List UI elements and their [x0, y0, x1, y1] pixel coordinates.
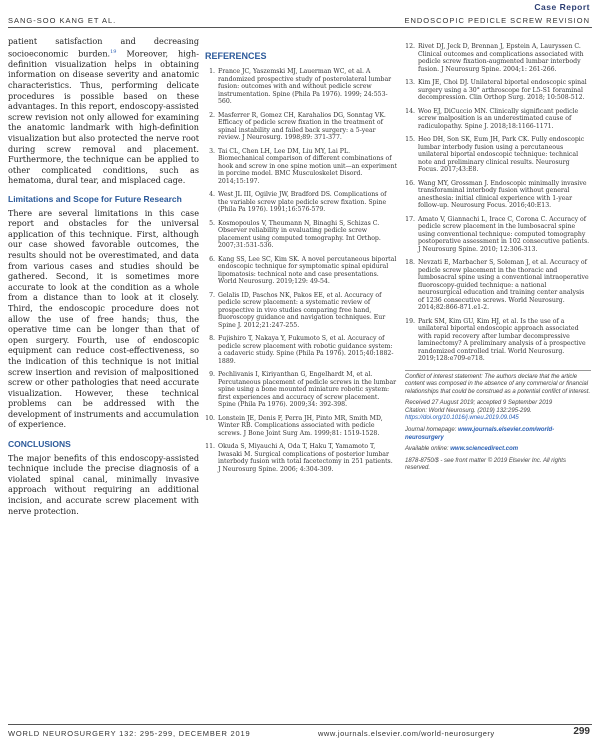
- limitations-paragraph: There are several limitations in this case report and obstacles for the universal application of this technique. First, although our case showed favorable outcomes, the results should not be overestimated, and data from various cases and studies should be gathered. Second, it is sometimes more accurate to look at the condition as a whole from a distance than to look at it closely. Third, the endoscopic procedure does not allow the use of free hands; thus, the operative time can be longer than that of open surgery. Fourth, use of endoscopic equipment can reduce cost-effectiveness, so the indication of this technique is not initial screw insertion and revision of malpositioned screw or other pathologies that need accurate visualization. However, these technical problems can be addressed with the development of instruments and accumulation of experience.: [8, 207, 199, 430]
- reference-number: 13.: [405, 79, 415, 86]
- reference-item: [405, 108, 591, 131]
- journal-homepage-link[interactable]: www.journals.elsevier.com/world-neurosurgery: [405, 427, 555, 441]
- reference-item: [405, 259, 591, 312]
- reference-number: 9.: [209, 371, 215, 378]
- reference-item: [405, 43, 591, 73]
- available-online: [405, 446, 591, 454]
- copyright-notice: 1878-8750/$ - see front matter © 2019 Elsevier Inc. All rights reserved.: [405, 457, 566, 472]
- discussion-paragraph: [8, 36, 199, 186]
- references-heading: REFERENCES: [205, 51, 267, 61]
- reference-text: Wang MY, Grossman J. Endoscopic minimally invasive transforaminal interbody fusion without general anesthesia: initial clinical experience with 1-year follow-up. Neurosurg Focus. 2016;40:E13.: [418, 179, 587, 209]
- reference-item: [405, 318, 591, 363]
- reference-item: [205, 292, 397, 330]
- reference-item: [405, 79, 591, 102]
- reference-item: [205, 220, 397, 250]
- reference-text: Amato V, Giannachi L, Irace C, Corona C. Accuracy of pedicle screw placement in the lumbosacral spine using conventional technique: computed tomography postoperative assessment in 102 consecutive patients. J Neurosurg Spine. 2010; 12:306-313.: [418, 215, 590, 253]
- conclusions-heading: CONCLUSIONS: [8, 439, 71, 450]
- reference-item: [405, 216, 591, 254]
- article-notes: [405, 370, 591, 474]
- references-column-2: [405, 43, 591, 473]
- reference-number: 11.: [205, 443, 215, 450]
- reference-text: Lonstein JE, Denis F, Perra JH, Pinto MR, Smith MD, Winter RB. Complications associated with pedicle screws. J Bone Joint Surg Am. 1999;81: 1519-1528.: [218, 414, 383, 437]
- reference-text: Heo DH, Son SK, Eum JH, Park CK. Fully endoscopic lumbar interbody fusion using a percutaneous unilateral biportal endoscopic technique: technical note and preliminary clinical results. Neurosurg Focus. 2017;43:E8.: [418, 136, 585, 173]
- doi-link[interactable]: https://doi.org/10.1016/j.wneu.2019.09.045: [405, 415, 519, 422]
- body-column: [8, 36, 199, 516]
- reference-text: Rivet DJ, Jeck D, Brennan J, Epstein A, Lauryssen C. Clinical outcomes and complications associated with pedicle screw fixation-augmented lumbar interbody fusion. J Neurosurg Spine. 2004;1: 261-266.: [418, 43, 584, 73]
- journal-url[interactable]: www.journals.elsevier.com/world-neurosurgery: [318, 729, 495, 738]
- reference-number: 8.: [209, 335, 215, 342]
- reference-number: 1.: [209, 68, 215, 75]
- reference-text: Nevzati E, Marbacher S, Soleman J, et al. Accuracy of pedicle screw placement in the thoracic and lumbosacral spine using a conventional intraoperative fluoroscopy-guided technique: a national neurosurgical education and training center analysis of 1236 consecutive screws. World Neurosurg. 2014;82:866-871.e1-2.: [418, 259, 589, 311]
- reference-item: [205, 256, 397, 286]
- page-header: [0, 0, 600, 30]
- reference-item: [205, 68, 397, 106]
- reference-number: 12.: [405, 43, 415, 50]
- running-head-authors: SANG-SOO KANG ET AL.: [8, 16, 117, 25]
- reference-item: [205, 112, 397, 142]
- reference-number: 16.: [405, 179, 415, 187]
- page-number: 299: [573, 726, 590, 737]
- header-rule: [8, 27, 592, 28]
- reference-number: 7.: [209, 291, 215, 299]
- reference-number: 2.: [209, 111, 215, 119]
- conclusions-paragraph: The major benefits of this endoscopy-assisted technique include the precise diagnosis of a violated spinal canal, minimally invasive approach without requiring an additional incision, and accurate screw placement with nerve protection.: [8, 452, 199, 516]
- conflict-statement: Conflict of interest statement: The authors declare that the article content was composed in the absence of any commercial or financial relationships that could be construed as a potential conflict of interest.: [405, 373, 591, 395]
- reference-text: Masferrer R, Gomez CH, Karahalios DG, Sonntag VK. Efficacy of pedicle screw fixation in the treatment of spinal instability and failed back surgery: a 5-year review. J Neurosurg. 1998;89: 371-377.: [218, 111, 386, 141]
- reference-text: Tai CL, Chen LH, Lee DM, Liu MY, Lai PL. Biomechanical comparison of different combinations of hook and screw in one spine motion unit—an experiment in porcine model. BMC Musculoskelet Disord. 2014;15:197.: [218, 147, 397, 185]
- page-footer: [0, 724, 600, 741]
- reference-item: [405, 180, 591, 210]
- journal-issue: WORLD NEUROSURGERY 132: 295-299, DECEMBER 2019: [8, 729, 251, 738]
- reference-number: 6.: [209, 255, 215, 263]
- reference-text: Park SM, Kim GU, Kim HJ, et al. Is the use of a unilateral biportal endoscopic approach associated with rapid recovery after lumbar decompressive laminectomy? A preliminary analysis of a prospective randomized controlled trial. World Neurosurg. 2019;128:e709-e718.: [418, 317, 586, 362]
- reference-number: 15.: [405, 136, 415, 143]
- available-online-label: Available online:: [405, 446, 451, 453]
- reference-text: Kosmopoulos V, Theumann N, Binaghi S, Schizas C. Observer reliability in evaluating pedicle screw placement using computed tomography. Int Orthop. 2007;31:531-536.: [218, 219, 381, 249]
- discussion-text-rest: Moreover, high-definition visualization helps in obtaining information on disease severity and anatomic characteristics. Thus, performing delicate procedures is possible based on these advantages. In this report, endoscopy-assisted screw revision not only allowed for examining the anatomic landmark with high-definition visualization but also protected the nerve root during screw removal and placement. Furthermore, the technique can be applied to other complicated conditions, such as hematoma, dural tear, and misplaced cage.: [8, 48, 199, 186]
- reference-text: Okuda S, Miyauchi A, Oda T, Haku T, Yamamoto T, Iwasaki M. Surgical complications of posterior lumbar interbody fusion with total facetectomy in 251 patients. J Neurosurg Spine. 2006; 4:304-309.: [218, 443, 393, 473]
- reference-item: [205, 371, 397, 409]
- reference-item: [405, 136, 591, 174]
- reference-number: 4.: [209, 191, 215, 198]
- reference-item: [205, 148, 397, 186]
- limitations-heading: Limitations and Scope for Future Research: [8, 194, 182, 204]
- received-dates: Received 27 August 2019; accepted 9 September 2019: [405, 400, 553, 407]
- reference-text: West JL III, Ogilvie JW, Bradford DS. Complications of the variable screw plate pedicle screw fixation. Spine (Phila Pa 1976). 1991;16:576-579.: [218, 191, 387, 213]
- journal-homepage-label: Journal homepage:: [405, 427, 459, 434]
- reference-number: 3.: [209, 147, 215, 155]
- reference-number: 14.: [405, 107, 415, 115]
- reference-text: Kim JE, Choi DJ. Unilateral biportal endoscopic spinal surgery using a 30° arthroscope for L5-S1 foraminal decompression. Clin Orthop Surg. 2018; 10:508-512.: [418, 79, 587, 101]
- reference-number: 18.: [405, 259, 415, 266]
- reference-item: [205, 335, 397, 365]
- reference-number: 5.: [209, 219, 215, 227]
- sciencedirect-link[interactable]: www.sciencedirect.com: [450, 446, 519, 453]
- running-head-title: ENDOSCOPIC PEDICLE SCREW REVISION: [404, 16, 590, 25]
- footer-rule: [8, 724, 592, 725]
- reference-text: Pechlivanis I, Kiriyanthan G, Engelhardt M, et al. Percutaneous placement of pedicle screws in the lumbar spine using a bone mounted miniature robotic system: first experiences and accuracy of screw placement. Spine (Phila Pa 1976). 2009;34: 392-398.: [218, 371, 397, 408]
- reference-number: 10.: [205, 414, 215, 422]
- reference-item: [205, 191, 397, 214]
- reference-text: Kang SS, Lee SC, Kim SK. A novel percutaneous biportal endoscopic technique for symptomatic spinal epidural lipomatosis: technical note and case presentations. World Neurosurg. 2019;129: 49-54.: [218, 255, 397, 285]
- discussion-text-start: patient satisfaction and decreasing socioeconomic burden.: [8, 36, 199, 59]
- reference-text: France JC, Yaszemski MJ, Lauerman WC, et al. A randomized prospective study of posterolateral lumbar fusion: outcomes with and without pedicle screw instrumentation. Spine (Phila Pa 1976). 1999; 24:553-560.: [218, 68, 392, 105]
- reference-item: [205, 415, 397, 438]
- references-column-1: [205, 43, 397, 479]
- reference-number: 19.: [405, 317, 415, 325]
- citation-line: Citation: World Neurosurg. (2019) 132:295-299.: [405, 407, 532, 414]
- journal-homepage: [405, 427, 591, 442]
- reference-item: [205, 443, 397, 473]
- reference-text: Gelalis ID, Paschos NK, Pakos EE, et al. Accuracy of pedicle screw placement: a systematic review of prospective in vivo studies comparing free hand, fluoroscopy guidance and navigation techniques. Eur Spine J. 2012;21:247-255.: [218, 291, 386, 329]
- reference-number: 17.: [405, 215, 415, 223]
- article-type-tag: Case Report: [534, 2, 590, 12]
- reference-text: Woo EJ, DiCuccio MN. Clinically significant pedicle screw malposition is an underestimated cause of radiculopathy. Spine J. 2018;18:1166-1171.: [418, 107, 579, 130]
- reference-text: Fujishiro T, Nakaya Y, Fukumoto S, et al. Accuracy of pedicle screw placement with robotic guidance system: a cadaveric study. Spine (Phila Pa 1976). 2015;40:1882-1889.: [218, 335, 394, 365]
- citation-superscript[interactable]: 19: [110, 48, 117, 55]
